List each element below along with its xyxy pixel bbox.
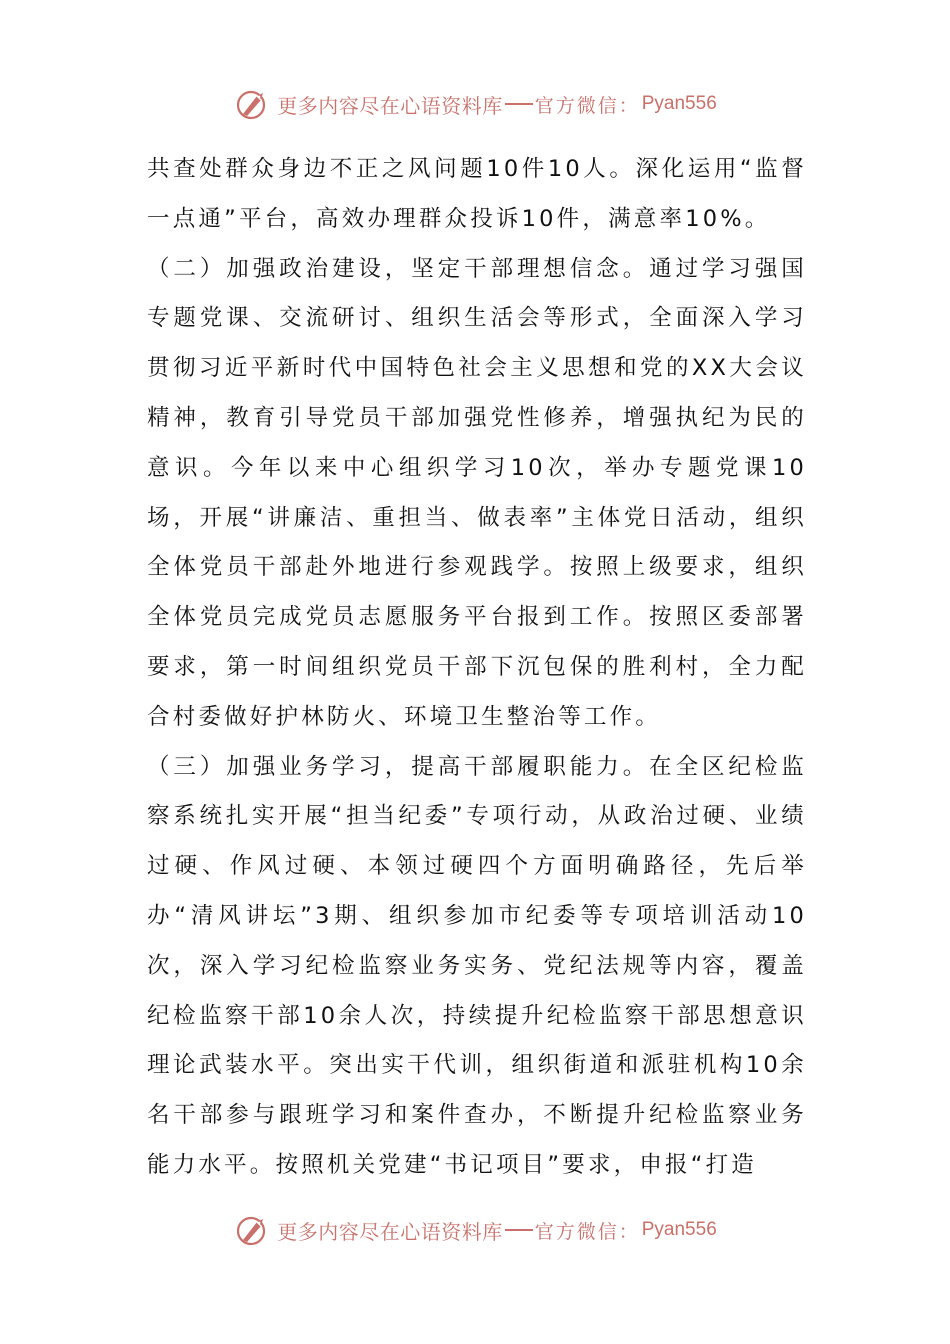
banner-wechat-id: Pyan556	[641, 1219, 717, 1240]
paragraph-1: 共查处群众身边不正之风问题10件10人。深化运用“监督一点通”平台，高效办理群众投诉10件，满意率10%。	[147, 156, 807, 232]
footer-banner	[0, 1208, 950, 1252]
banner-dash	[505, 1229, 533, 1231]
banner-brand-text: 更多内容尽在心语资料库	[277, 1219, 503, 1244]
pen-nib-circle-icon	[233, 84, 273, 124]
paragraph-2: （二）加强政治建设，坚定干部理想信念。通过学习强国专题党课、交流研讨、组织生活会等形式，全面深入学习贯彻习近平新时代中国特色社会主义思想和党的XX大会议精神，教育引导党员干部加强党性修养，增强执纪为民的意识。今年以来中心组织学习10次，举办专题党课10场，开展“讲廉洁、重担当、做表率”主体党日活动，组织全体党员干部赴外地进行参观践学。按照上级要求，组织全体党员完成党员志愿服务平台报到工作。按照区委部署要求，第一时间组织党员干部下沉包保的胜利村，全力配合村委做好护林防火、环境卫生整治等工作。	[147, 255, 807, 730]
banner-brand-text: 更多内容尽在心语资料库	[277, 93, 503, 118]
paragraph-3: （三）加强业务学习，提高干部履职能力。在全区纪检监察系统扎实开展“担当纪委”专项行动，从政治过硬、业绩过硬、作风过硬、本领过硬四个方面明确路径，先后举办“清风讲坛”3期、组织参加市纪委等专项培训活动10次，深入学习纪检监察业务实务、党纪法规等内容，覆盖纪检监察干部10余人次，持续提升纪检监察干部思想意识理论武装水平。突出实干代训，组织街道和派驻机构10余名干部参与跟班学习和案件查办，不断提升纪检监察业务能力水平。按照机关党建“书记项目”要求，申报“打造	[147, 753, 807, 1178]
pen-nib-circle-icon	[233, 1210, 273, 1250]
banner-wechat-label: 官方微信：	[534, 1220, 640, 1243]
document-body	[147, 145, 807, 1191]
banner-wechat-id: Pyan556	[641, 93, 717, 114]
banner-dash	[505, 103, 533, 105]
header-banner	[0, 82, 950, 126]
banner-wechat-label: 官方微信：	[534, 94, 640, 117]
